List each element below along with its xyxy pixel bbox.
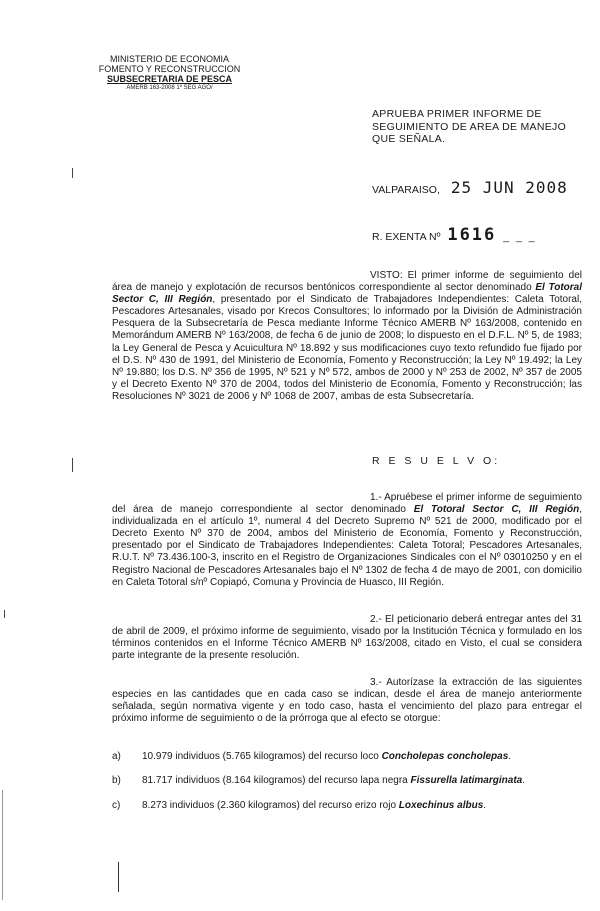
scan-mark (72, 458, 73, 472)
visto-label: VISTO: (370, 270, 403, 281)
item-text: 8.273 individuos (2.360 kilogramos) del recurso erizo rojo (142, 800, 399, 811)
scan-mark (118, 862, 119, 892)
article-1-text-1: Apruébese el primer informe de seguimiento del área de manejo correspondiente al sector denominado (112, 492, 582, 516)
visto-text-1: El primer informe de seguimiento del área de manejo y explotación de recursos bentónicos correspondiente al sector denominado (112, 270, 582, 294)
article-3 (112, 677, 582, 725)
item-label: a) (112, 751, 121, 762)
date-line (372, 178, 568, 197)
article-2-number: 2.- (370, 614, 382, 625)
item-species: Fissurella latimarginata (410, 775, 523, 786)
item-text: 10.979 individuos (5.765 kilogramos) del recurso loco (142, 751, 382, 762)
article-1-sector: El Totoral Sector C, III Región (413, 504, 580, 516)
ministry-line-1: MINISTERIO DE ECONOMIA (109, 54, 229, 64)
scan-edge (2, 790, 3, 900)
species-item-a (112, 751, 511, 763)
subsecretaria-line: SUBSECRETARIA DE PESCA (106, 74, 232, 84)
scan-mark (72, 168, 73, 178)
species-item-c (112, 800, 486, 812)
item-label: c) (112, 800, 121, 811)
reference-code: AMERB 163-2008 1º SEG AGO/ (126, 85, 213, 91)
article-3-text: Autorízase la extracción de las siguientes especies en las cantidades que en cada caso se indican, desde el área de manejo anteriormente señalada, según normativa vigente y en todo caso, hasta el vencimiento del plazo para entregar el próximo informe de seguimiento o de la prórroga que al efecto se otorgue: (112, 677, 582, 725)
exenta-underline: _ _ _ (503, 231, 537, 243)
exenta-label: R. EXENTA Nº (372, 231, 441, 243)
item-end: . (522, 775, 525, 786)
document-subject: APRUEBA PRIMER INFORME DE SEGUIMIENTO DE AREA DE MANEJO QUE SEÑALA. (372, 108, 567, 145)
article-1-number: 1.- (370, 492, 382, 503)
item-label: b) (112, 775, 121, 786)
article-3-number: 3.- (370, 677, 382, 688)
article-2 (112, 614, 582, 662)
scan-mark (4, 610, 5, 618)
item-species: Loxechinus albus (398, 800, 484, 811)
article-1-text-2: , individualizada en el artículo 1º, numeral 4 del Decreto Supremo Nº 521 de 2000, modificado por el Decreto Exento Nº 370 de 2004, ambos del Ministerio de Economía, Fomento y Reconstrucción, presentado por el Sindicato de Trabajadores Independientes: Caleta Totoral; Pescadores Artesanales, R.U.T. Nº 73.436.100-3, inscrito en el Registro de Organizaciones Sindicales con el Nº 03010250 y en el Registro Nacional de Pescadores Artesanales bajo el Nº 1302 de fecha 4 de mayo de 2001, con domicilio en Caleta Totoral s/nº Copiapó, Comuna y Provincia de Huasco, III Región. (112, 504, 582, 588)
article-1 (112, 492, 582, 589)
item-end: . (483, 800, 487, 811)
item-species: Concholepas concholepas (381, 751, 509, 762)
exenta-number: 1616 (447, 225, 497, 245)
resuelvo-heading: R E S U E L V O: (372, 455, 501, 467)
species-item-b (112, 775, 525, 787)
date-stamp: 25 JUN 2008 (450, 178, 568, 197)
visto-sector: El Totoral Sector C, III Región (112, 282, 582, 306)
exenta-line (372, 225, 537, 245)
visto-paragraph (112, 270, 582, 403)
article-2-text: El peticionario deberá entregar antes del 31 de abril de 2009, el próximo informe de seguimiento, visado por la Institución Técnica y formulado en los términos contenidos en el Informe Técnico AMERB Nº 163/2008, citado en Visto, el cual se considera parte integrante de la presente resolución. (112, 614, 582, 662)
item-text: 81.717 individuos (8.164 kilogramos) del recurso lapa negra (142, 775, 411, 786)
place-label: VALPARAISO, (372, 184, 440, 196)
item-end: . (508, 751, 512, 762)
letterhead (82, 54, 257, 92)
visto-text-2: , presentado por el Sindicato de Trabajadores Independientes: Caleta Totoral, Pescadores Artesanales, visado por Krecos Consultores; lo informado por la División de Administración Pesquera de la Subsecretaría de Pesca mediante Informe Técnico AMERB Nº 163/2008, contenido en Memorándum AMERB Nº 163/2008, de fecha 6 de junio de 2008; lo dispuesto en el D.F.L. Nº 5, de 1983; la Ley General de Pesca y Acuicultura Nº 18.892 y sus modificaciones cuyo texto refundido fue fijado por el D.S. Nº 430 de 1991, del Ministerio de Economía, Fomento y Reconstrucción; la Ley Nº 19.492; la Ley Nº 19.880; los D.S. Nº 356 de 1995, Nº 521 y Nº 572, ambos de 2000 y Nº 253 de 2002, Nº 357 de 2005 y el Decreto Exento Nº 370 de 2004, todos del Ministerio de Economía, Fomento y Reconstrucción; las Resoluciones Nº 3021 de 2006 y Nº 1068 de 2007, ambas de esta Subsecretaría. (112, 294, 582, 402)
ministry-line-2: FOMENTO Y RECONSTRUCCION (98, 64, 241, 74)
